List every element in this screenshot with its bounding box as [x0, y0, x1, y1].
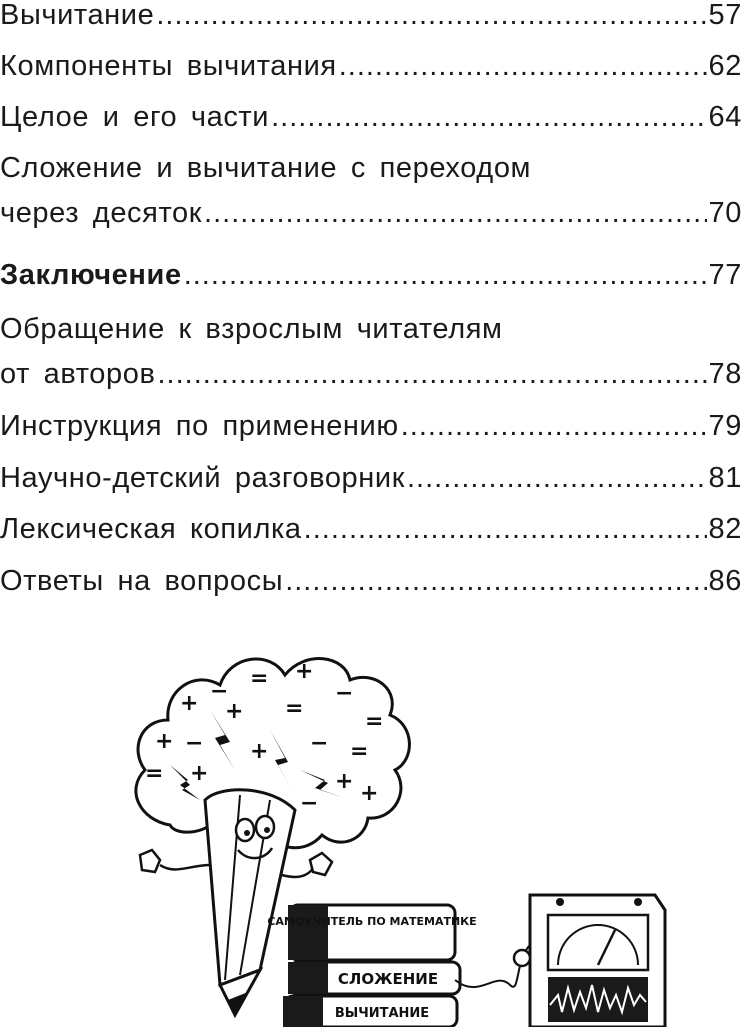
cloud-symbol: + — [360, 781, 379, 806]
cloud-symbol: − — [300, 791, 319, 816]
toc-page-number: 62 — [708, 50, 742, 82]
toc-leader-dots — [157, 357, 706, 391]
toc-entry-phrasebook[interactable] — [0, 461, 742, 495]
toc-page-number: 86 — [708, 565, 742, 597]
cloud-symbol: + — [180, 691, 199, 716]
toc-leader-dots — [339, 49, 707, 83]
cloud-symbol: + — [335, 769, 354, 794]
toc-page-number: 64 — [708, 101, 742, 133]
cloud-symbol: + — [155, 729, 174, 754]
toc-entry-subtraction-components[interactable] — [0, 49, 742, 83]
toc-page-number: 82 — [708, 513, 742, 545]
cloud-symbol: = — [365, 709, 384, 734]
book-bottom-label: ВЫЧИТАНИЕ — [334, 1006, 430, 1021]
cloud-symbol: + — [225, 699, 244, 724]
toc-entry-instructions[interactable] — [0, 409, 742, 443]
pencil-eye — [256, 816, 274, 838]
toc-page-number: 79 — [708, 410, 742, 442]
cloud-symbol: = — [350, 739, 369, 764]
cloud-symbol: = — [285, 696, 304, 721]
book-middle-label: СЛОЖЕНИЕ — [337, 970, 439, 988]
toc-entry-title: Компоненты вычитания — [0, 50, 337, 82]
toc-entry-title: от авторов — [0, 358, 156, 390]
measuring-device — [514, 895, 665, 1027]
toc-leader-dots — [285, 564, 706, 598]
toc-page-number: 77 — [708, 259, 742, 291]
cloud-symbol: = — [145, 761, 164, 786]
toc-page-number: 78 — [708, 358, 742, 390]
toc-leader-dots — [401, 409, 707, 443]
cloud-symbol: = — [250, 666, 269, 691]
cloud-symbol: − — [185, 731, 204, 756]
toc-page-number: 81 — [708, 462, 742, 494]
toc-entry-subtraction[interactable] — [0, 0, 742, 32]
pencil-eye — [236, 819, 254, 841]
toc-entry-title: Лексическая копилка — [0, 513, 302, 545]
toc-entry-title: Заключение — [0, 259, 182, 291]
book-stack — [267, 905, 476, 1027]
book-top-label: САМОУЧИТЕЛЬ ПО МАТЕМАТИКЕ — [267, 915, 477, 928]
toc-entry-answers[interactable] — [0, 564, 742, 598]
pencil-body — [205, 790, 295, 985]
toc-page-number: 57 — [708, 0, 742, 31]
toc-entry-title: Целое и его части — [0, 101, 270, 133]
toc-entry-title: через десяток — [0, 197, 203, 229]
pencil-illustration — [110, 640, 670, 1027]
hand-left — [140, 850, 160, 872]
toc-entry-title: Вычитание — [0, 0, 155, 31]
toc-entry-title: Научно-детский разговорник — [0, 462, 405, 494]
cloud-symbol: − — [310, 731, 329, 756]
toc-entry-title-line1: Обращение к взрослым читателям — [0, 313, 503, 345]
toc-entry-conclusion[interactable] — [0, 258, 742, 292]
cloud-symbol: − — [335, 681, 354, 706]
knob-icon — [514, 950, 530, 966]
cloud-symbol: + — [190, 761, 209, 786]
toc-leader-dots — [184, 258, 707, 292]
toc-entry-title: Ответы на вопросы — [0, 565, 284, 597]
toc-entry-title-line1: Сложение и вычитание с переходом — [0, 152, 532, 184]
cloud-symbol: + — [295, 659, 314, 684]
toc-entry-add-subtract-carry[interactable] — [0, 151, 742, 230]
cloud-symbol: + — [250, 739, 269, 764]
cloud-symbol: − — [210, 679, 229, 704]
toc-page-number: 70 — [708, 197, 742, 229]
toc-leader-dots — [407, 461, 707, 495]
hand-right — [310, 853, 332, 875]
toc-leader-dots — [204, 196, 706, 230]
toc-leader-dots — [271, 100, 706, 134]
toc-leader-dots — [156, 0, 706, 32]
toc-entry-title: Инструкция по применению — [0, 410, 399, 442]
toc-entry-address-to-adults[interactable] — [0, 312, 742, 391]
toc-entry-lexical-collection[interactable] — [0, 512, 742, 546]
toc-leader-dots — [304, 512, 707, 546]
toc-entry-whole-and-parts[interactable] — [0, 100, 742, 134]
